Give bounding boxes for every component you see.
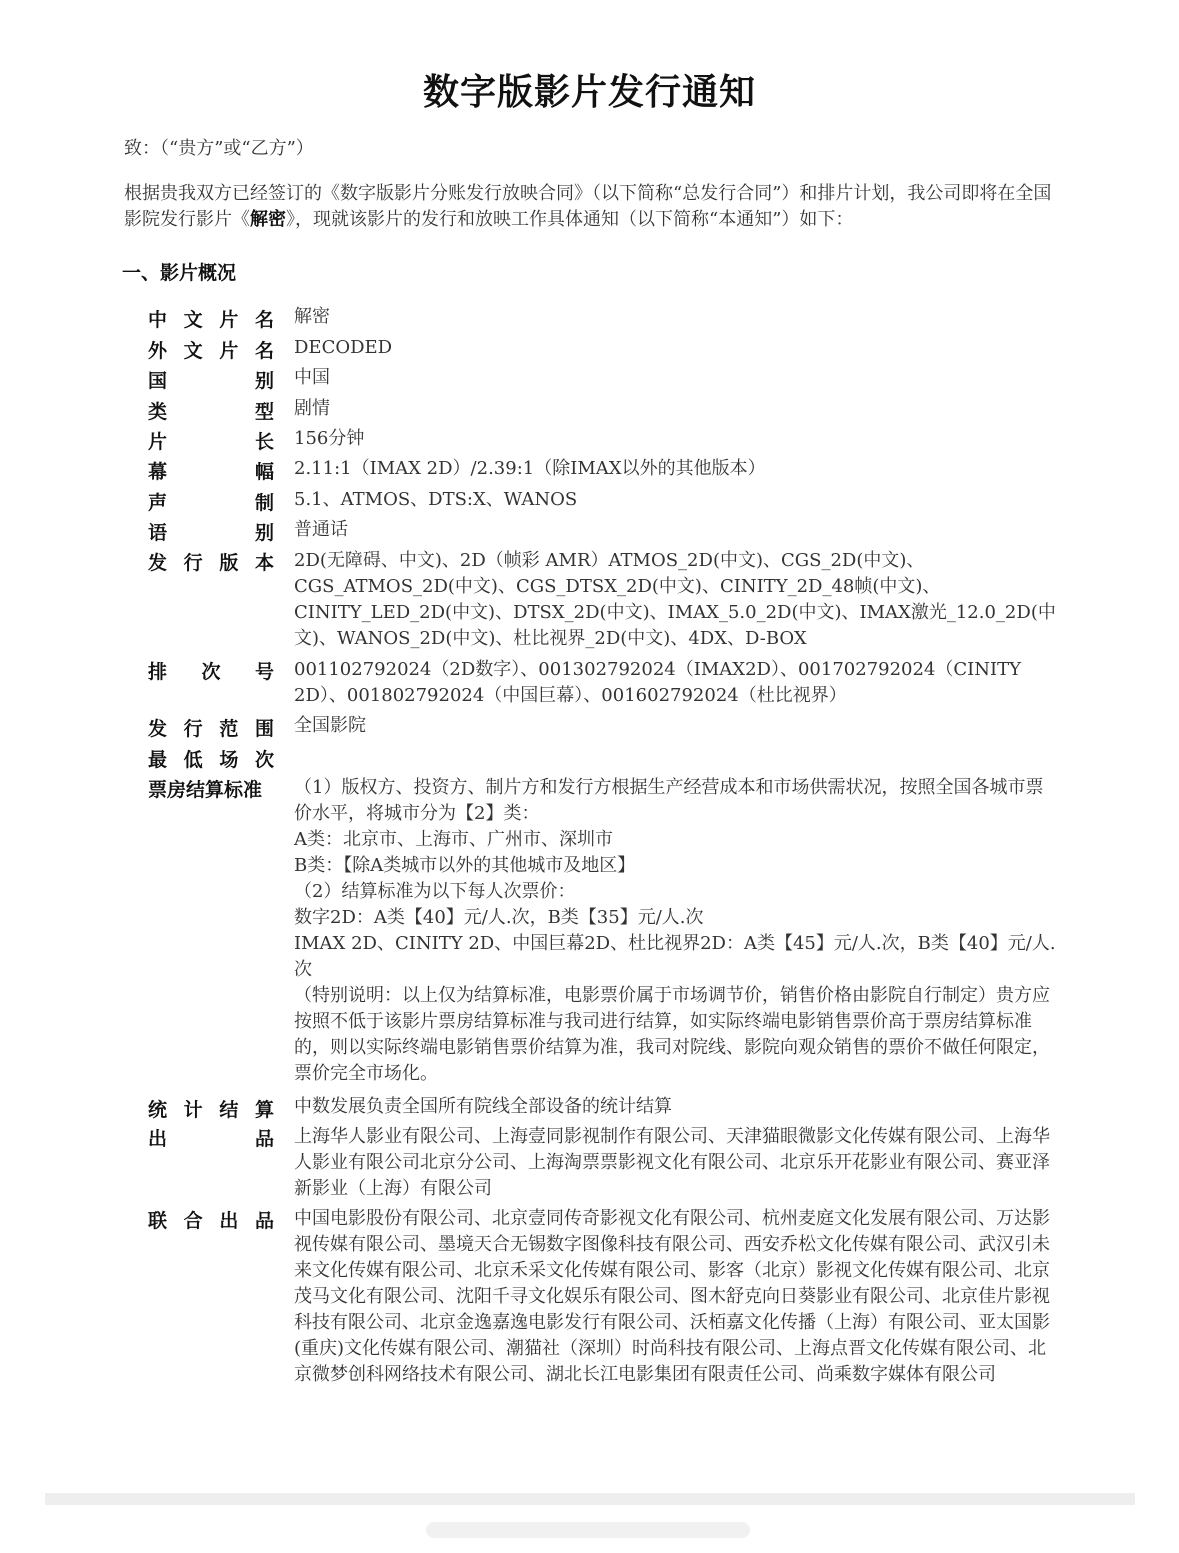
label-char: 场	[219, 749, 239, 771]
info-value: 001102792024（2D数字）、001302792024（IMAX2D）、001702792024（CINITY 2D）、001802792024（中国巨幕）、001602792024（杜比视界）	[294, 659, 1022, 706]
info-label	[148, 1095, 274, 1122]
label-char: 号	[254, 661, 274, 683]
info-label	[148, 305, 274, 332]
info-value: 上海华人影业有限公司、上海壹同影视制作有限公司、天津猫眼微影文化传媒有限公司、上海华人影业有限公司北京分公司、上海淘票票影视文化有限公司、北京乐开花影业有限公司、赛亚泽新影业（上海）有限公司	[294, 1126, 1050, 1199]
label-char: 声	[148, 492, 168, 514]
label-char: 名	[254, 340, 274, 362]
info-value: 中国电影股份有限公司、北京壹同传奇影视文化有限公司、杭州麦庭文化发展有限公司、万达影视传媒有限公司、墨境天合无锡数字图像科技有限公司、西安乔松文化传媒有限公司、武汉引未来文化传媒有限公司、北京禾采文化传媒有限公司、影客（北京）影视文化传媒有限公司、北京茂马文化有限公司、沈阳千寻文化娱乐有限公司、图木舒克向日葵影业有限公司、北京佳片影视科技有限公司、北京金逸嘉逸电影发行有限公司、沃栢嘉文化传播（上海）有限公司、亚太国影(重庆)文化传媒有限公司、潮猫社（深圳）时尚科技有限公司、上海点晋文化传媒有限公司、北京微梦创科网络技术有限公司、湖北长江电影集团有限责任公司、尚乘数字媒体有限公司	[294, 1208, 1050, 1385]
info-label: 票房结算标准	[148, 779, 263, 801]
label-char: 次	[201, 661, 221, 683]
label-char: 行	[183, 718, 203, 740]
info-label	[148, 1124, 274, 1151]
info-label	[148, 745, 274, 772]
info-label	[148, 518, 274, 545]
label-char: 本	[254, 552, 274, 574]
label-char: 语	[148, 522, 168, 544]
label-char: 品	[254, 1128, 274, 1150]
label-char: 片	[219, 309, 239, 331]
label-char: 范	[219, 718, 239, 740]
info-value: 全国影院	[294, 715, 366, 736]
label-char: 版	[219, 552, 239, 574]
label-char: 幕	[148, 461, 168, 483]
label-char: 联	[148, 1210, 168, 1232]
label-char: 中	[148, 309, 168, 331]
section-heading-film-overview: 一、影片概况	[122, 262, 237, 284]
document-title: 数字版影片发行通知	[422, 72, 756, 113]
label-char: 行	[183, 552, 203, 574]
label-char: 发	[148, 552, 168, 574]
label-char: 计	[183, 1099, 203, 1121]
label-char: 结	[219, 1099, 239, 1121]
info-value: DECODED	[294, 337, 393, 358]
label-char: 发	[148, 718, 168, 740]
label-char: 出	[219, 1210, 239, 1232]
label-char: 国	[148, 370, 168, 392]
intro-text-before: 根据贵我双方已经签订的《数字版影片分账发行放映合同》（以下简称“总发行合同”）和排片计划，我公司即将在全国影院发行影片《	[124, 183, 1052, 230]
label-char: 片	[219, 340, 239, 362]
info-value: （1）版权方、投资方、制片方和发行方根据生产经营成本和市场供需状况，按照全国各城市票价水平，将城市分为【2】类： A类：北京市、上海市、广州市、深圳市 B类：【除A类城市以外的其他城市及地区】 （2）结算标准为以下每人次票价： 数字2D：A类【40】元/人.次，B类【35】元/人.次 IMAX 2D、CINITY 2D、中国巨幕2D、杜比视界2D：A类【45】元/人.次，B类【40】元/人.次 （特别说明：以上仅为结算标准，电影票价属于市场调节价，销售价格由影院自行制定）贵方应按照不低于该影片票房结算标准与我司进行结算，如实际终端电影销售票价高于票房结算标准的，则以实际终端电影销售票价结算为准，我司对院线、影院向观众销售的票价不做任何限定，票价完全市场化。	[294, 777, 1056, 1084]
label-char: 外	[148, 340, 168, 362]
label-char: 算	[254, 1099, 274, 1121]
label-char: 出	[148, 1128, 168, 1150]
info-value: 156分钟	[294, 428, 365, 449]
info-value: 2D(无障碍、中文)、2D（帧彩 AMR）ATMOS_2D(中文)、CGS_2D(中文)、CGS_ATMOS_2D(中文)、CGS_DTSX_2D(中文)、CINITY_2D_48帧(中文)、CINITY_LED_2D(中文)、DTSX_2D(中文)、IMAX_5.0_2D(中文)、IMAX激光_12.0_2D(中文)、WANOS_2D(中文)、杜比视界_2D(中文)、4DX、D-BOX	[294, 550, 1056, 649]
label-char: 片	[148, 431, 168, 453]
label-char: 合	[183, 1210, 203, 1232]
label-char: 最	[148, 749, 168, 771]
label-char: 别	[254, 370, 274, 392]
label-char: 制	[254, 492, 274, 514]
info-label	[148, 427, 274, 454]
label-char: 统	[148, 1099, 168, 1121]
info-value: 剧情	[294, 398, 330, 419]
info-label	[148, 457, 274, 484]
label-char: 品	[254, 1210, 274, 1232]
info-value: 2.11:1（IMAX 2D）/2.39:1（除IMAX以外的其他版本）	[294, 458, 766, 479]
info-value: 中数发展负责全国所有院线全部设备的统计结算	[294, 1096, 672, 1117]
info-label	[148, 397, 274, 424]
info-label	[148, 714, 274, 741]
label-char: 排	[148, 661, 168, 683]
label-char: 长	[254, 431, 274, 453]
scroll-handle[interactable]	[426, 1522, 750, 1538]
label-char: 类	[148, 401, 168, 423]
info-label	[148, 336, 274, 363]
info-value: 中国	[294, 367, 330, 388]
info-label	[148, 1206, 274, 1233]
addressee-line: 致：（“贵方”或“乙方”）	[124, 138, 314, 159]
info-label	[148, 657, 274, 684]
info-label	[148, 366, 274, 393]
bottom-divider	[45, 1493, 1135, 1505]
info-value: 普通话	[294, 519, 348, 540]
label-char: 型	[254, 401, 274, 423]
label-char: 次	[254, 749, 274, 771]
info-label	[148, 488, 274, 515]
label-char: 别	[254, 522, 274, 544]
label-char: 围	[254, 718, 274, 740]
intro-text-after: 》，现就该影片的发行和放映工作具体通知（以下简称“本通知”）如下：	[286, 209, 854, 230]
info-value: 解密	[294, 306, 330, 327]
label-char: 低	[183, 749, 203, 771]
info-label	[148, 548, 274, 575]
label-char: 文	[183, 340, 203, 362]
label-char: 名	[254, 309, 274, 331]
label-char: 文	[183, 309, 203, 331]
info-value: 5.1、ATMOS、DTS:X、WANOS	[294, 489, 578, 510]
intro-film-title: 解密	[250, 209, 286, 230]
label-char: 幅	[254, 461, 274, 483]
